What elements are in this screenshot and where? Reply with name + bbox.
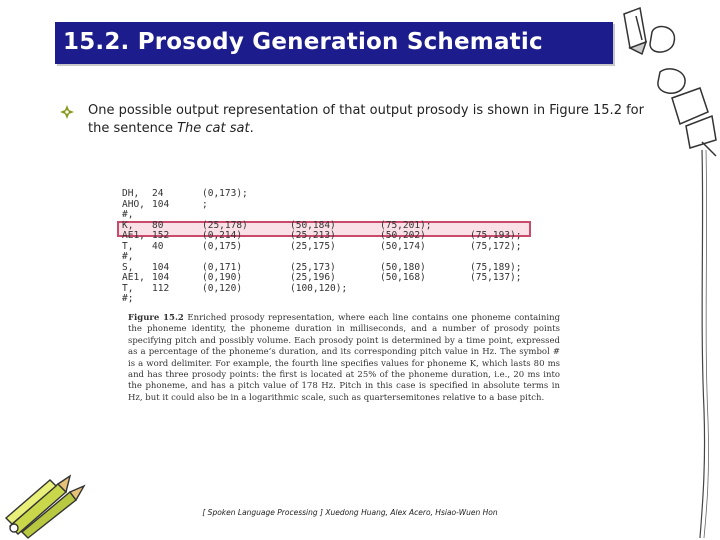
decorative-pencil-line (680, 150, 720, 540)
table-cell: AHO, (122, 198, 145, 210)
table-cell: (50,180) (380, 261, 426, 273)
table-cell: (50,174) (380, 240, 426, 252)
table-cell: ; (202, 198, 208, 210)
table-cell: AE1, (122, 230, 145, 241)
table-cell: (0,190) (202, 272, 243, 283)
bullet-text: One possible output representation of that output prosody is shown in Figure 15.2 for the sentence The cat sat. (88, 103, 644, 136)
table-cell: 104 (152, 272, 170, 283)
diamond-bullet-icon (60, 105, 74, 119)
table-cell: (75,193); (470, 230, 522, 241)
table-cell: 112 (152, 282, 170, 294)
table-cell: #, (122, 251, 134, 262)
table-cell: DH, (122, 188, 140, 199)
table-cell: (50,184) (290, 219, 336, 231)
table-cell: 104 (152, 198, 170, 210)
table-cell: (25,175) (290, 240, 336, 252)
slide-title: 15.2. Prosody Generation Schematic (63, 29, 543, 55)
table-cell: 40 (152, 240, 164, 252)
table-cell: (25,173) (290, 261, 336, 273)
table-cell: T, (122, 282, 134, 294)
table-cell: (25,213) (290, 230, 336, 241)
table-cell: AE1, (122, 272, 145, 283)
table-cell: (0,175) (202, 240, 243, 252)
table-cell: #; (122, 293, 134, 304)
table-cell: (50,202) (380, 230, 426, 241)
caption-label: Figure 15.2 (128, 313, 184, 323)
table-cell: (75,172); (470, 240, 522, 252)
table-cell: (0,120) (202, 282, 243, 294)
table-cell: K, (122, 219, 134, 231)
table-cell: 24 (152, 188, 164, 199)
table-cell: (100,120); (290, 282, 348, 294)
table-cell: (75,189); (470, 261, 522, 273)
table-cell: S, (122, 261, 134, 273)
table-cell: (50,168) (380, 272, 426, 283)
table-cell: (0,214) (202, 230, 243, 241)
sentence-italic: The cat sat (177, 121, 250, 136)
table-cell: (75,137); (470, 272, 522, 283)
pencil-cluster-icon (616, 2, 720, 162)
table-cell: 104 (152, 261, 170, 273)
table-cell: T, (122, 240, 134, 252)
caption-text: Enriched prosody representation, where each line contains one phoneme containing the phoneme identity, the phoneme duration in milliseconds, and a number of prosody points specifying pitch and possibly volume. Each prosody point is determined by a time point, expressed as a percentage of the phoneme’s duration, and its corresponding pitch value in Hz. The symbol # is a word delimiter. For example, the fourth line specifies values for phoneme K, which lasts 80 ms and has three prosody points: the first is located at 25% of the phoneme duration, i.e., 20 ms into the phoneme, and has a pitch value of 178 Hz. Pitch in this case is specified in absolute terms in Hz, but it could also be in a logarithmic scale, such as quartersemitones relative to a base pitch. (128, 313, 561, 403)
footer-citation: [ Spoken Language Processing ] Xuedong Huang, Alex Acero, Hsiao-Wuen Hon (202, 508, 498, 517)
table-cell: (75,201); (380, 219, 432, 231)
figure-caption (128, 313, 560, 404)
table-cell: 152 (152, 230, 170, 241)
title-bar (55, 22, 613, 64)
pencil-bundle-icon (0, 470, 90, 540)
table-cell: 80 (152, 219, 164, 231)
table-cell: (0,171) (202, 261, 243, 273)
table-cell: (25,178) (202, 219, 248, 231)
table-cell: (25,196) (290, 272, 336, 283)
table-cell: #, (122, 209, 134, 220)
table-cell: (0,173); (202, 188, 248, 199)
